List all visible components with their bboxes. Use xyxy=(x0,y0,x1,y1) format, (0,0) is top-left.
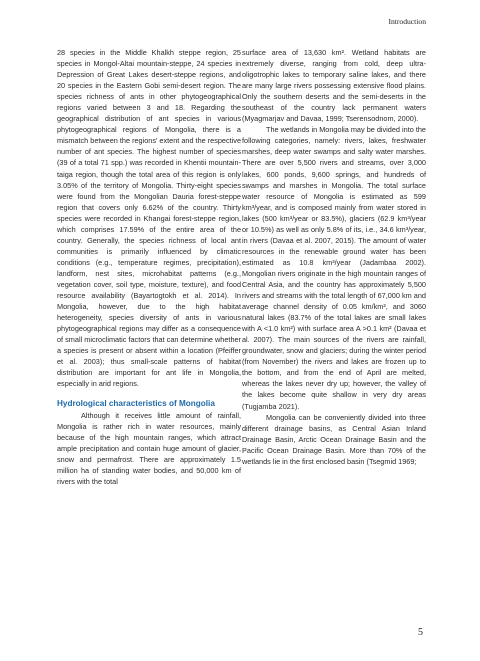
body-paragraph: Mongolia can be conveniently divided into three different drainage basins, as Central Asian Inland Drainage Basin, Arctic Ocean Drainage Basin and the Pacific Ocean Drainage Basin. More than 70% of the wetlands lie in the first enclosed basin (Tsegmid 1969; xyxy=(242,412,426,466)
body-paragraph: Although it receives little amount of rainfall, Mongolia is rather rich in water resources, mainly because of the high mountain ranges, which attract ample precipitation and contain huge amount of glacier, snow and permafrost. There are approximately 1.5 million ha of standing water bodies, and 50,000 km of rivers with the total xyxy=(57,410,241,487)
right-column xyxy=(242,47,426,467)
section-heading: Hydrological characteristics of Mongolia xyxy=(57,399,215,409)
left-column xyxy=(57,47,241,487)
running-head: Introduction xyxy=(388,17,426,26)
body-paragraph: The wetlands in Mongolia may be divided into the following categories, namely: rivers, lakes, freshwater marshes, deep water swamps and salty water marshes. There are over 5,500 rivers and streams, over 3,000 lakes, 600 ponds, 9,600 springs, and hundreds of swamps and marshes in Mongolia. The total surface water resource of Mongolia is estimated as 599 km³/year, and is composed mainly from water stored in lakes (500 km³/year or 83.5%), glaciers (62.9 km³/year or 10.5%) as well as only 5.8% of its, i.e., 34.6 km³/year, in rivers (Davaa et al. 2007, 2015). The amount of water resources in the renewable ground water has been estimated as 10.8 km³/year (Jadambaa 2002). Mongolian rivers originate in the high mountain ranges of Central Asia, and the country has approximately 5,500 rivers and streams with the total length of 67,000 km and average channel density of 0.05 km/km², and 3060 natural lakes (83.7% of the total lakes are small lakes with A <1.0 km²) with surface area A >0.1 km² (Davaa et al. 2007). The main sources of the rivers are rainfall, groundwater, snow and glaciers; during the winter period (from November) the rivers and lakes are frozen up to the bottom, and from the end of April are melted, whereas the lakes never dry up; however, the valley of the lakes become quite shallow in very dry areas (Tugjamba 2021). xyxy=(242,125,426,411)
page-number: 5 xyxy=(418,627,423,638)
body-paragraph: 28 species in the Middle Khalkh steppe region, 25 species in Mongol-Altai mountain-steppe, 24 species in Depression of Great Lakes desert-steppe regions, and 20 species in the Eastern Gobi semi-desert region. The species richness of ants in other phytogeographical regions varied between 3 and 18. Regarding the geographical distribution of ant species in various phytogeographical regions of Mongolia, there is a mismatch between the regions' extent and the respective number of ant species. The highest number of species (39 of a total 71 spp.) was recorded in Khentii mountain-taiga region, though the total area of this region is only 3.05% of the territory of Mongolia. Thirty-eight species were found from the Mongolian Dauria forest-steppe region that covers only 6.62% of the country. Thirty species were recorded in Khangai forest-steppe region, which comprises 17.59% of the entire area of the country. Generally, the species richness of local ant communities is primarily influenced by climatic conditions (e.g., temperature regimes, precipitation), landform, nest sites, microhabitat patterns (e.g., vegetation cover, soil type, moisture, texture), and food resource availability (Bayartogtokh et al. 2014). In Mongolia, however, due to the high habitat heterogeneity, species diversity of ants in various phytogeographical regions may differ as a consequence of small microclimatic factors that can determine whether a species is present or absent within a location (Pfeiffer et al. 2003); thus small-scale patterns of habitat distribution are important for ant life in Mongolia, especially in arid regions. xyxy=(57,48,241,389)
body-paragraph: surface area of 13,630 km². Wetland habitats are extremely diverse, ranging from cold, deep ultra-oligotrophic lakes to temporary saline lakes, and there are many large rivers possessing extensive flood plains. Only the southern deserts and the semi-deserts in the southeast of the country lack permanent waters (Myagmarjav and Davaa, 1999; Tserensodnom, 2000). xyxy=(242,48,426,124)
